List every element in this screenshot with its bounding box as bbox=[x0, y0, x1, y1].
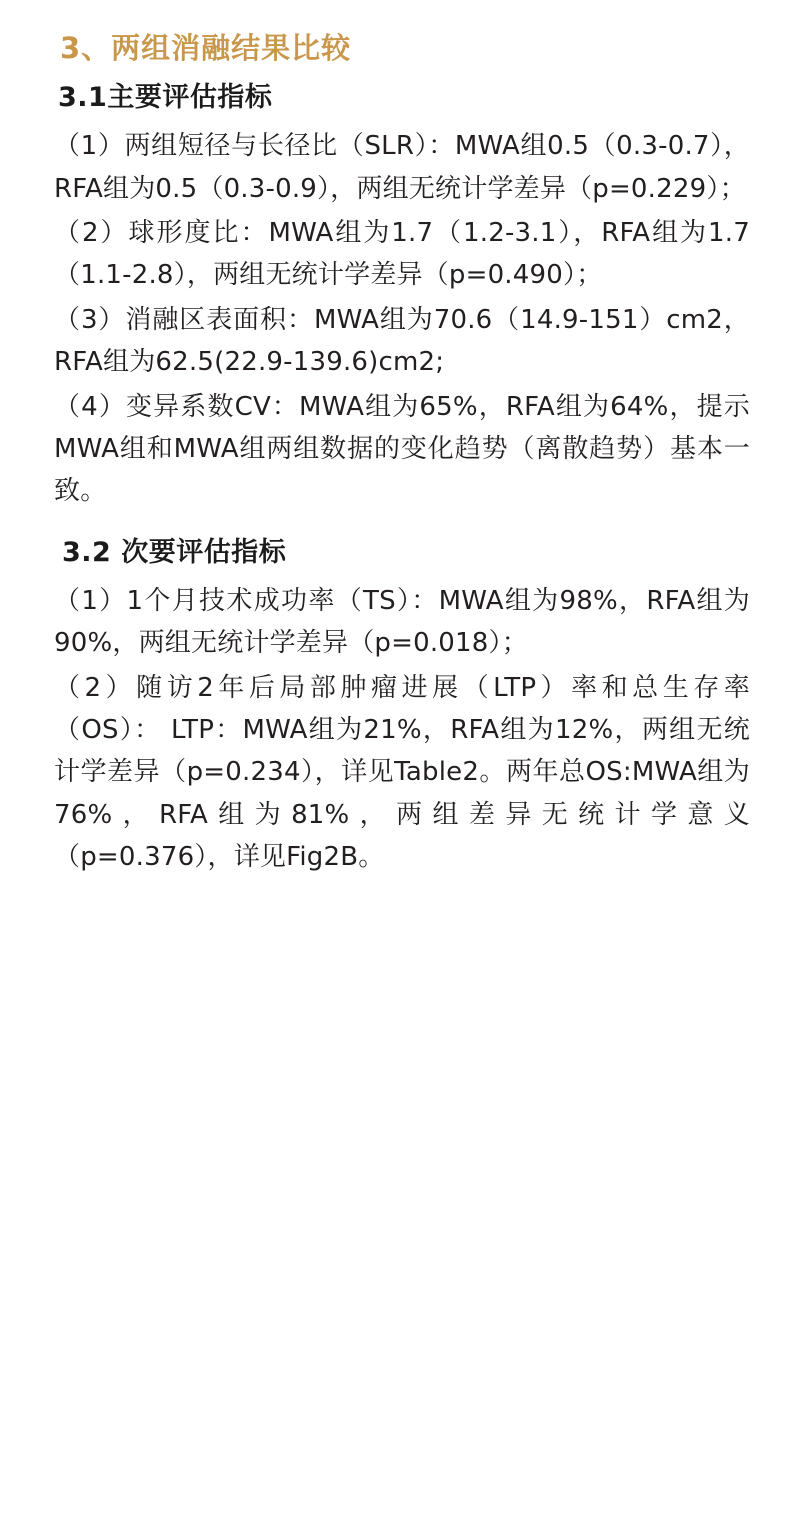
paragraph-3-2-1: （1）1个月技术成功率（TS）：MWA组为98%，RFA组为90%，两组无统计学差异（p=0.018）； bbox=[54, 585, 750, 659]
subsection-3-1 bbox=[54, 80, 750, 512]
section-heading: 3、两组消融结果比较 bbox=[60, 31, 352, 65]
paragraph-3-1-4: （4）变异系数CV：MWA组为65%，RFA组为64%，提示MWA组和MWA组两组数据的变化趋势（离散趋势）基本一致。 bbox=[54, 391, 750, 507]
paragraph-3-2-2: （2）随访2年后局部肿瘤进展（LTP）率和总生存率（OS）： LTP：MWA组为21%，RFA组为12%，两组无统计学差异（p=0.234），详见Table2。两年总OS:MWA组为76%，RFA组为81%，两组差异无统计学意义（p=0.376），详见Fig2B。 bbox=[54, 672, 750, 873]
subsection-heading-3-1: 3.1主要评估指标 bbox=[58, 82, 273, 114]
paragraph-3-1-3: （3）消融区表面积：MWA组为70.6（14.9-151）cm2，RFA组为62.5(22.9-139.6)cm2; bbox=[54, 304, 750, 378]
paragraph-3-1-2: （2）球形度比：MWA组为1.7（1.2-3.1），RFA组为1.7（1.1-2.8），两组无统计学差异（p=0.490）； bbox=[54, 218, 750, 291]
subsection-heading-3-2: 3.2 次要评估指标 bbox=[62, 536, 287, 568]
paragraph-3-1-1: （1）两组短径与长径比（SLR）：MWA组0.5（0.3-0.7），RFA组为0.5（0.3-0.9），两组无统计学差异（p=0.229）； bbox=[54, 131, 750, 204]
subsection-3-2 bbox=[54, 535, 750, 879]
